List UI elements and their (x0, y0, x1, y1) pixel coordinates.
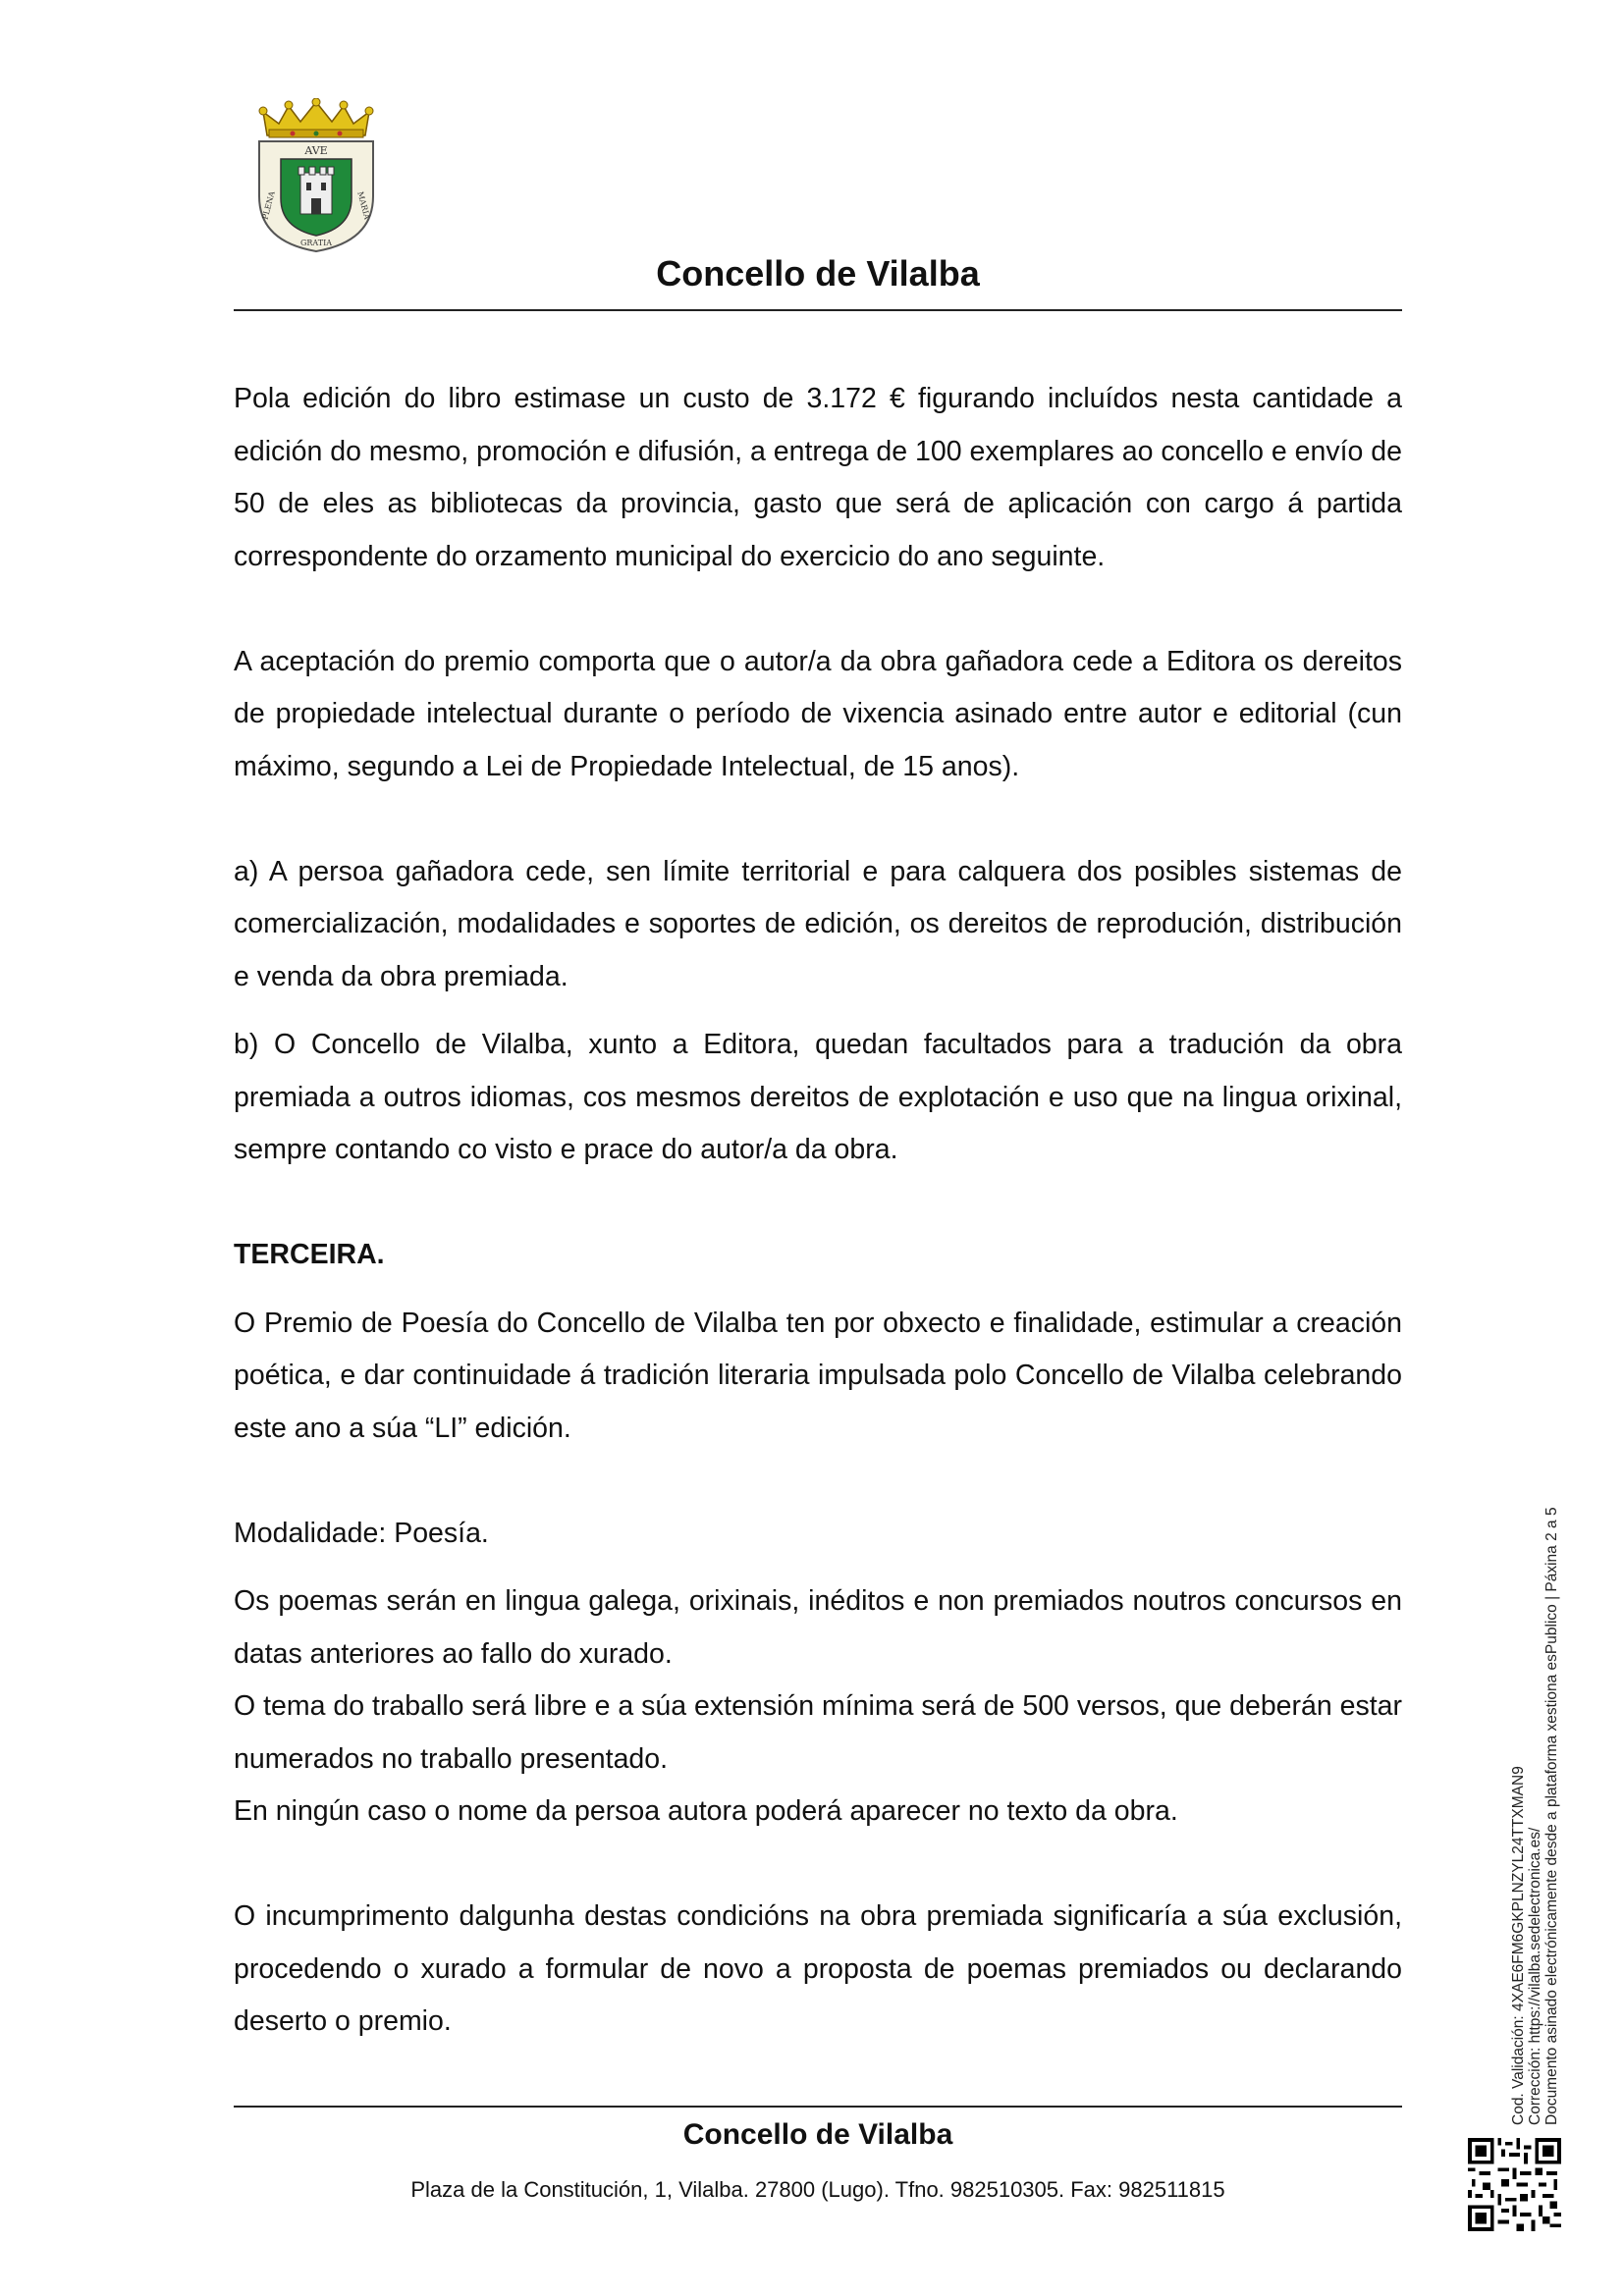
paragraph-noncompliance: O incumprimento dalgunha destas condicións na obra premiada significaría a súa exclusión, procedendo o xurado a formular de novo a proposta de poemas premiados ou declarando deserto o premio. (234, 1900, 1402, 2037)
header-title: Concello de Vilalba (656, 253, 980, 294)
validation-stamp (1510, 1418, 1560, 2125)
coat-of-arms-logo (245, 98, 388, 255)
header-divider (234, 309, 1402, 311)
paragraph-poems-requirements: Os poemas serán en lingua galega, orixinais, inéditos e non premiados noutros concursos en datas anteriores ao fallo do xurado. (234, 1585, 1402, 1670)
paragraph-modality: Modalidade: Poesía. (234, 1517, 489, 1549)
svg-text:GRATIA: GRATIA (299, 239, 333, 247)
paragraph-clause-b: b) O Concello de Vilalba, xunto a Editora, quedan facultados para a tradución da obra premiada a outros idiomas, cos mesmos dereitos de explotación e uso que na lingua orixinal, sempre contando co visto e prace do autor/a da obra. (234, 1029, 1402, 1165)
paragraph-prize-purpose: O Premio de Poesía do Concello de Vilalba ten por obxecto e finalidade, estimular a creación poética, e dar continuidade á tradición literaria impulsada polo Concello de Vilalba celebrando este ano a súa “LI” edición. (234, 1307, 1402, 1444)
validation-code: Cod. Validación: 4XAE6FM6GKPLNZYL24TTXMAN9 (1510, 1766, 1527, 2125)
footer-title: Concello de Vilalba (682, 2118, 953, 2151)
paragraph-cost: Pola edición do libro estimase un custo de 3.172 € figurando incluídos nesta cantidade a edición do mesmo, promoción e difusión, a entrega de 100 exemplares ao concello e envío de 50 de eles as bibliotecas da provincia, gasto que será de aplicación con cargo á partida correspondente do orzamento municipal do exercicio do ano seguinte. (234, 383, 1402, 572)
svg-text:AVE: AVE (304, 144, 328, 157)
crown-icon (259, 98, 373, 137)
footer-address: Plaza de la Constitución, 1, Vilalba. 27800 (Lugo). Tfno. 982510305. Fax: 982511815 (410, 2177, 1225, 2202)
paragraph-clause-a: a) A persoa gañadora cede, sen límite territorial e para calquera dos posibles sistemas de comercialización, modalidades e soportes de edición, os dereitos de reprodución, distribución e venda da obra premiada. (234, 855, 1402, 992)
paragraph-acceptance: A aceptación do premio comporta que o autor/a da obra gañadora cede a Editora os dereitos de propiedade intelectual durante o período de vixencia asinado entre autor e editorial (cun máximo, segundo a Lei de Propiedade Intelectual, de 15 anos). (234, 645, 1402, 782)
svg-text:PLENA: PLENA (260, 190, 277, 221)
verification-url: Corrección: https://vilalba.sedelectronica.es/ (1527, 1827, 1543, 2125)
paragraph-anonymity: En ningún caso o nome da persoa autora poderá aparecer no texto da obra. (234, 1795, 1178, 1827)
section-heading: TERCEIRA. (234, 1239, 385, 1270)
footer-divider (234, 2106, 1402, 2108)
tower-icon (298, 167, 334, 214)
signature-notice: Documento asinado electrónicamente desde a plataforma xestiona esPublico | Páxina 2 a 5 (1543, 1507, 1560, 2125)
paragraph-theme-length: O tema do traballo será libre e a súa extensión mínima será de 500 versos, que deberán estar numerados no traballo presentado. (234, 1690, 1402, 1775)
qr-code-icon (1468, 2138, 1561, 2231)
svg-text:MARIA: MARIA (355, 190, 372, 221)
document-body (234, 373, 1402, 2049)
